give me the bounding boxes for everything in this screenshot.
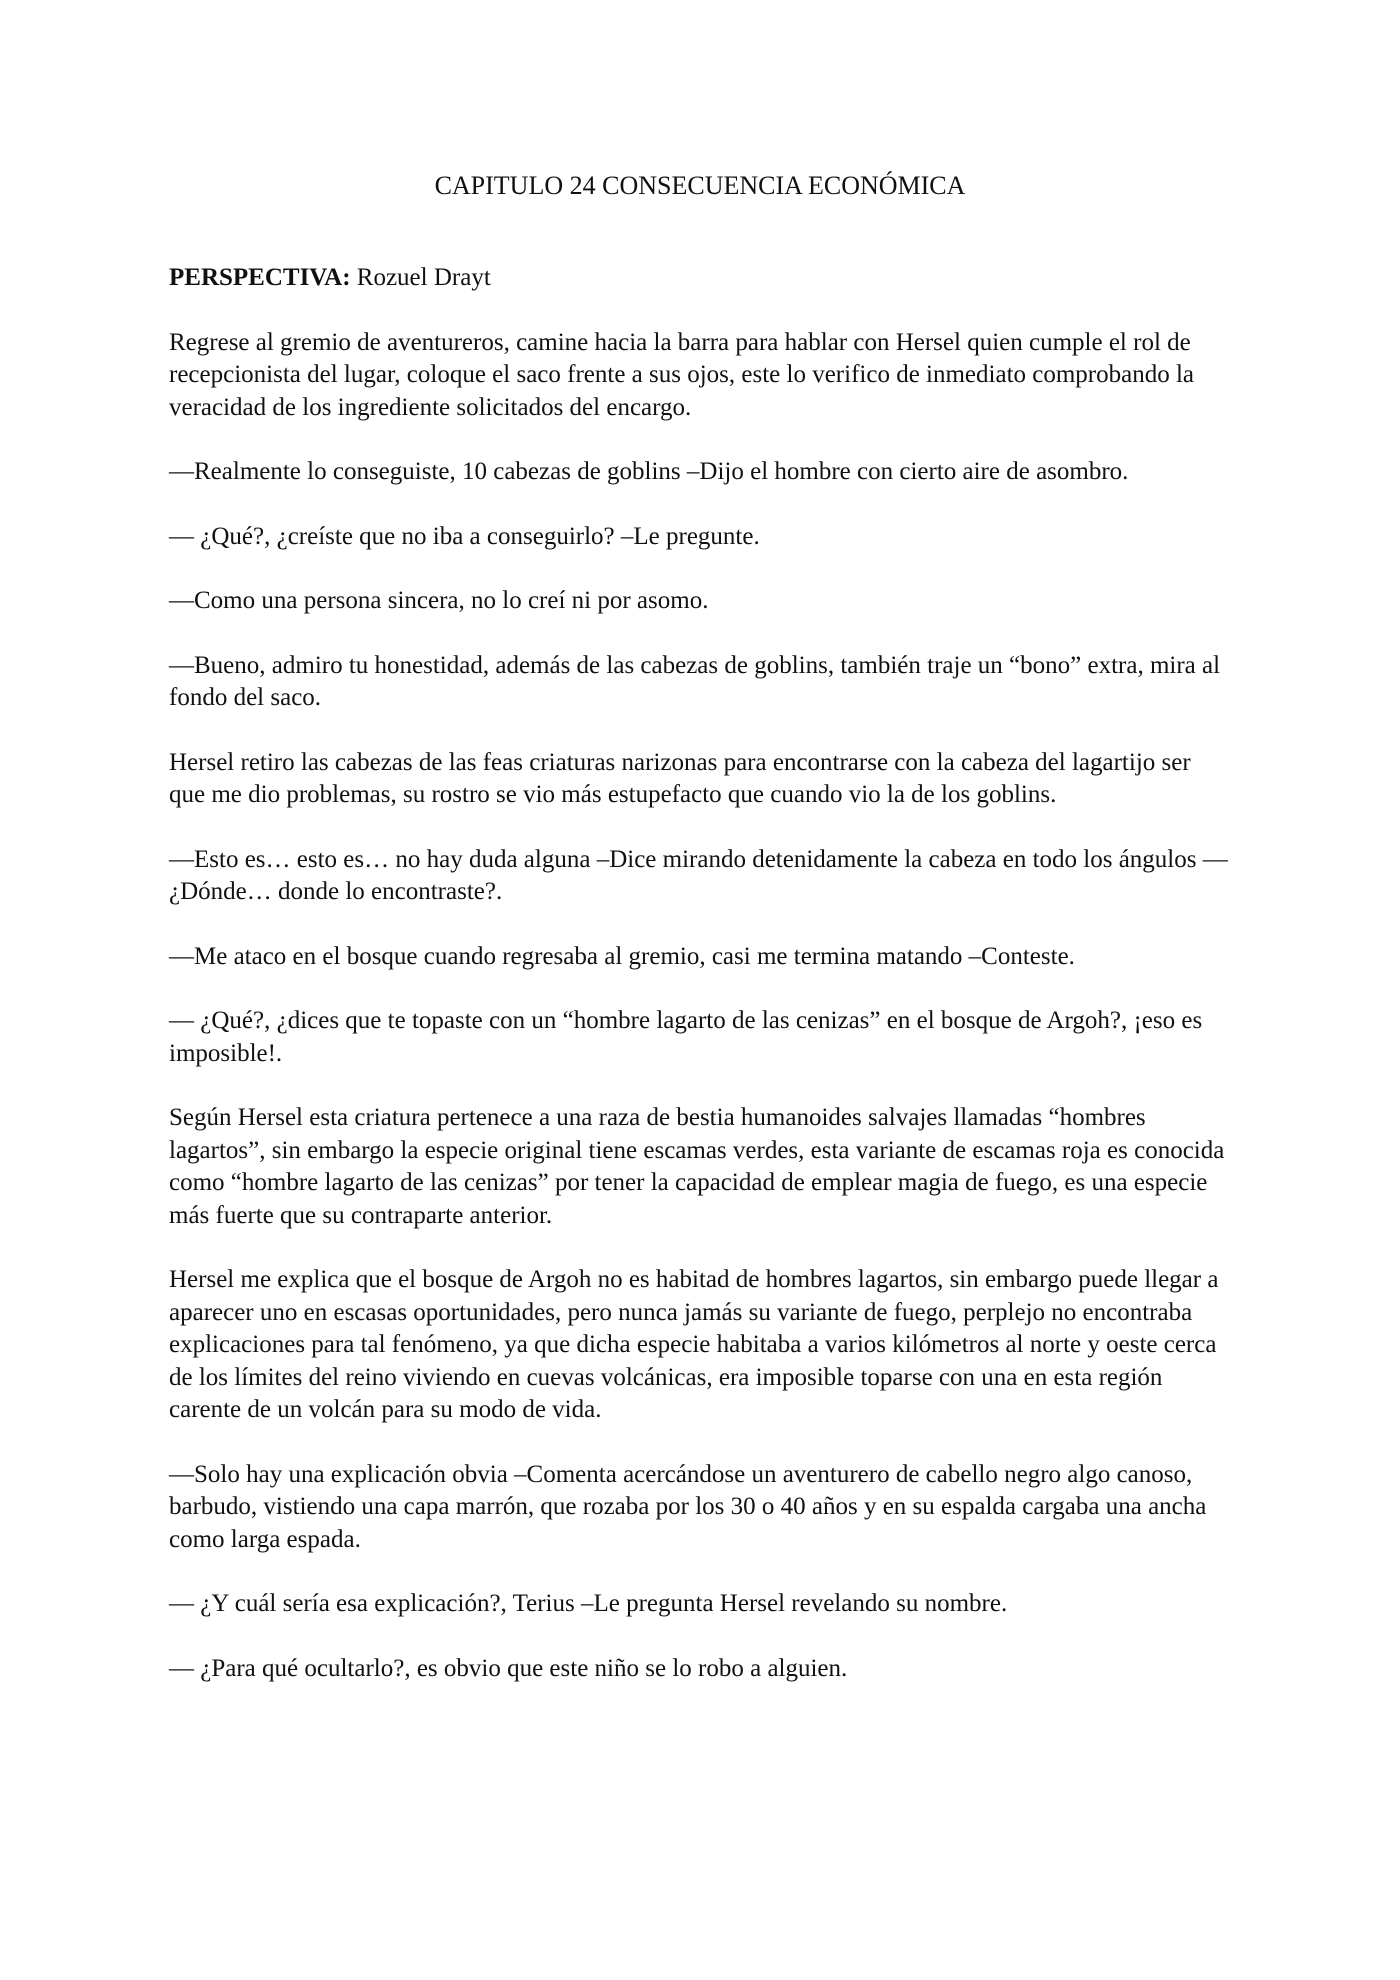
paragraph: Regrese al gremio de aventureros, camine hacia la barra para hablar con Hersel quien cumple el rol de recepcionista del lugar, coloque el saco frente a sus ojos, este lo verifico de inmediato comprobando la veracidad de los ingrediente solicitados del encargo. xyxy=(169,328,1195,421)
paragraph: Según Hersel esta criatura pertenece a una raza de bestia humanoides salvajes llamadas “hombres lagartos”, sin embargo la especie original tiene escamas verdes, esta variante de escamas roja es conocida como “hombre lagarto de las cenizas” por tener la capacidad de emplear magia de fuego, es una especie más fuerte que su contraparte anterior. xyxy=(169,1104,1225,1229)
paragraph: —Esto es… esto es… no hay duda alguna –Dice mirando detenidamente la cabeza en todo los ángulos —¿Dónde… donde lo encontraste?. xyxy=(169,845,1228,905)
paragraph: —Solo hay una explicación obvia –Comenta acercándose un aventurero de cabello negro algo canoso, barbudo, vistiendo una capa marrón, que rozaba por los 30 o 40 años y en su espalda cargaba una ancha como larga espada. xyxy=(169,1460,1207,1553)
perspective-line xyxy=(169,262,1229,295)
perspective-name: Rozuel Drayt xyxy=(356,264,491,291)
paragraph: — ¿Qué?, ¿creíste que no iba a conseguirlo? –Le pregunte. xyxy=(169,522,760,550)
perspective-separator: : xyxy=(342,264,357,291)
chapter-title: CAPITULO 24 CONSECUENCIA ECONÓMICA xyxy=(434,171,966,200)
paragraph: —Bueno, admiro tu honestidad, además de las cabezas de goblins, también traje un “bono” extra, mira al fondo del saco. xyxy=(169,651,1221,711)
perspective-label: PERSPECTIVA xyxy=(169,264,343,291)
paragraph: — ¿Para qué ocultarlo?, es obvio que este niño se lo robo a alguien. xyxy=(169,1654,848,1682)
paragraph: Hersel retiro las cabezas de las feas criaturas narizonas para encontrarse con la cabeza del lagartijo ser que me dio problemas, su rostro se vio más estupefacto que cuando vio la de los goblins. xyxy=(169,748,1191,808)
paragraph: —Me ataco en el bosque cuando regresaba al gremio, casi me termina matando –Conteste. xyxy=(169,942,1075,970)
paragraph: —Realmente lo conseguiste, 10 cabezas de goblins –Dijo el hombre con cierto aire de asombro. xyxy=(169,458,1129,485)
paragraph: — ¿Qué?, ¿dices que te topaste con un “hombre lagarto de las cenizas” en el bosque de Argoh?, ¡eso es imposible!. xyxy=(169,1007,1203,1067)
paragraph: — ¿Y cuál sería esa explicación?, Terius –Le pregunta Hersel revelando su nombre. xyxy=(169,1590,1008,1617)
paragraph: —Como una persona sincera, no lo creí ni por asomo. xyxy=(169,587,709,614)
document-body xyxy=(169,262,1229,1717)
paragraph: Hersel me explica que el bosque de Argoh no es habitad de hombres lagartos, sin embargo puede llegar a aparecer uno en escasas oportunidades, pero nunca jamás su variante de fuego, perplejo no encontraba explicaciones para tal fenómeno, ya que dicha especie habitaba a varios kilómetros al norte y oeste cerca de los límites del reino viviendo en cuevas volcánicas, era imposible toparse con una en esta región carente de un volcán para su modo de vida. xyxy=(169,1266,1219,1423)
